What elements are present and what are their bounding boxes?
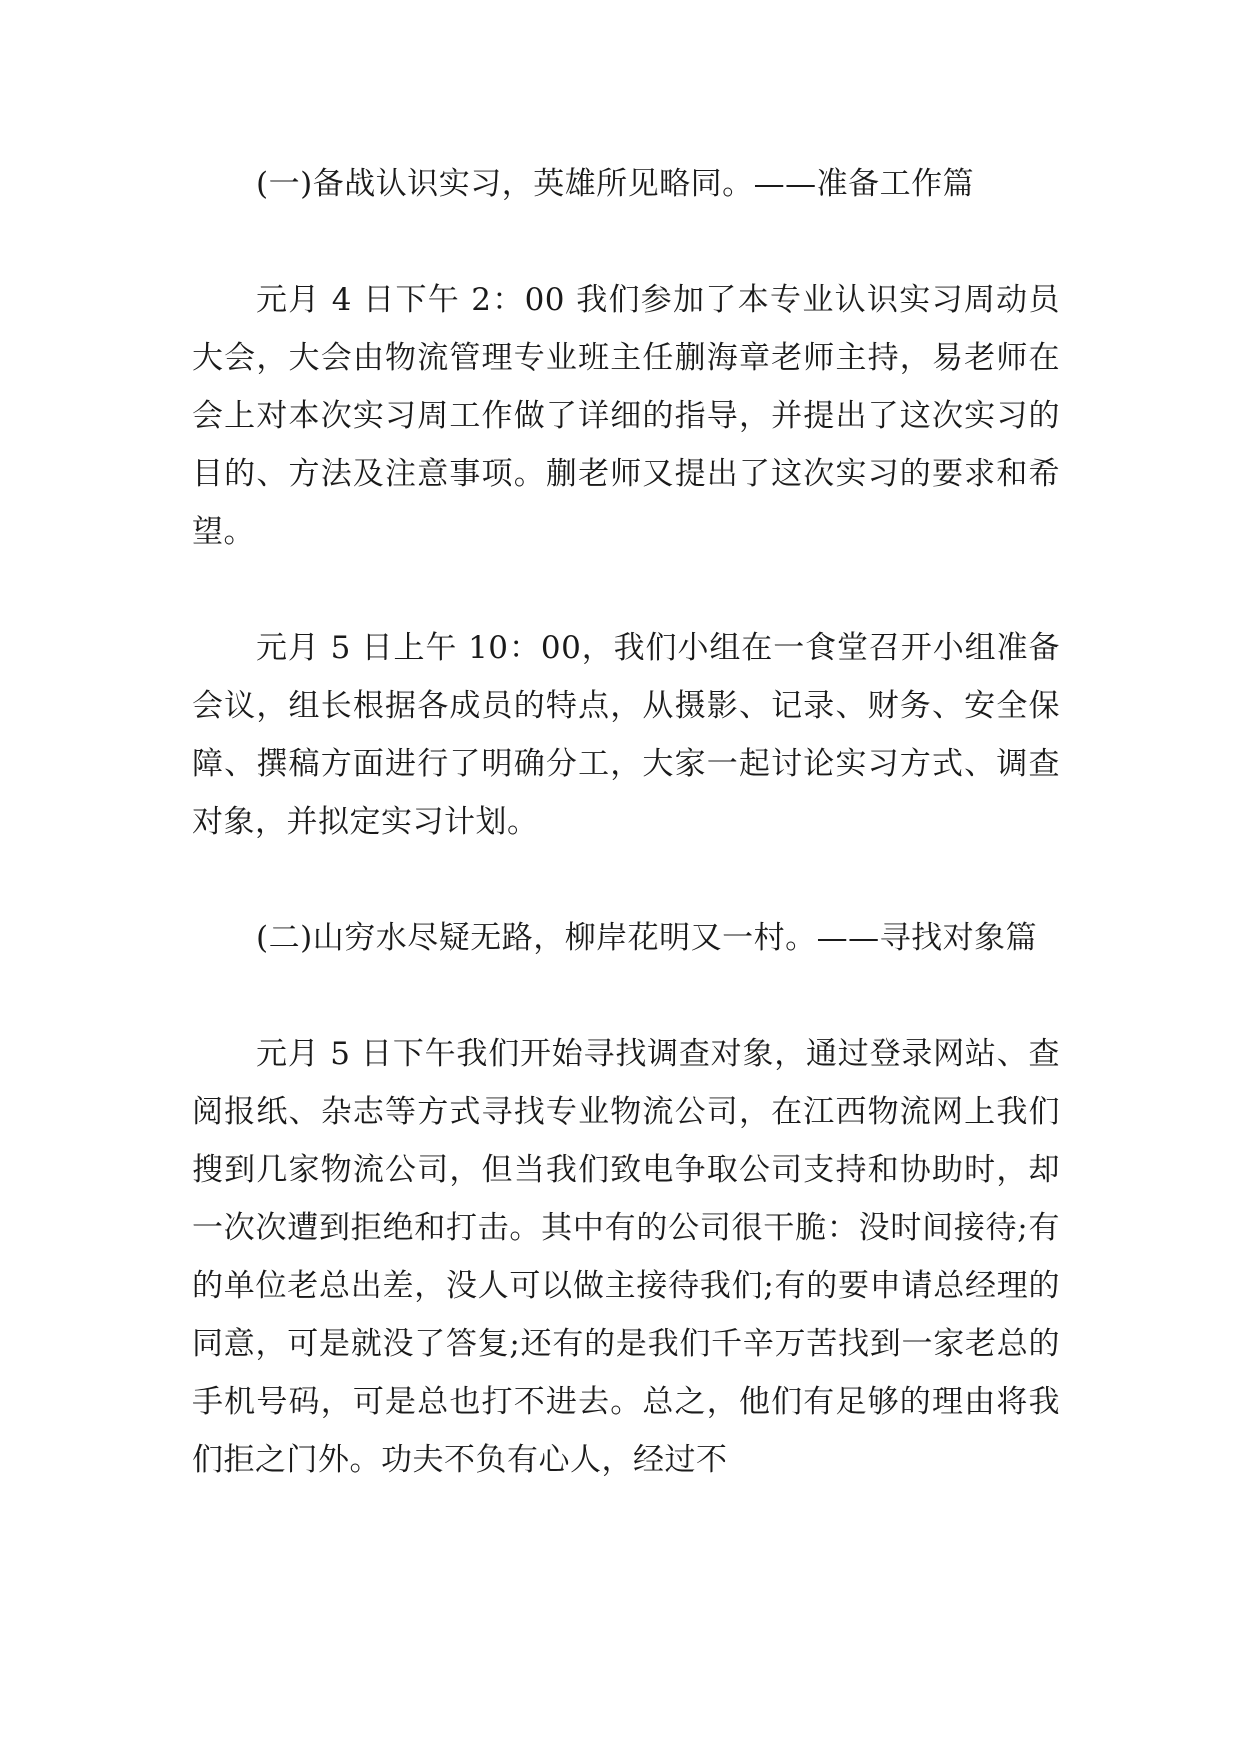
- paragraph-gap: [192, 213, 1060, 271]
- section-heading-finding-targets: (二)山穷水尽疑无路，柳岸花明又一村。——寻找对象篇: [256, 920, 1038, 956]
- paragraph-gap: [192, 561, 1060, 619]
- paragraph-gap: [192, 851, 1060, 909]
- paragraph-gap: [192, 967, 1060, 1025]
- document-body: [192, 155, 1060, 1489]
- paragraph-searching-companies: 元月 5 日下午我们开始寻找调查对象，通过登录网站、查阅报纸、杂志等方式寻找专业物流公司，在江西物流网上我们搜到几家物流公司，但当我们致电争取公司支持和协助时，却一次次遭到拒绝和打击。其中有的公司很干脆：没时间接待;有的单位老总出差，没人可以做主接待我们;有的要申请总经理的同意，可是就没了答复;还有的是我们千辛万苦找到一家老总的手机号码，可是总也打不进去。总之，他们有足够的理由将我们拒之门外。功夫不负有心人，经过不: [192, 1036, 1060, 1478]
- section-heading-preparation: (一)备战认识实习，英雄所见略同。——准备工作篇: [256, 166, 975, 202]
- paragraph-group-meeting: 元月 5 日上午 10：00，我们小组在一食堂召开小组准备会议，组长根据各成员的特点，从摄影、记录、财务、安全保障、撰稿方面进行了明确分工，大家一起讨论实习方式、调查对象，并拟定实习计划。: [192, 630, 1060, 840]
- paragraph-mobilization-meeting: 元月 4 日下午 2：00 我们参加了本专业认识实习周动员大会，大会由物流管理专业班主任蒯海章老师主持，易老师在会上对本次实习周工作做了详细的指导，并提出了这次实习的目的、方法及注意事项。蒯老师又提出了这次实习的要求和希望。: [192, 282, 1060, 550]
